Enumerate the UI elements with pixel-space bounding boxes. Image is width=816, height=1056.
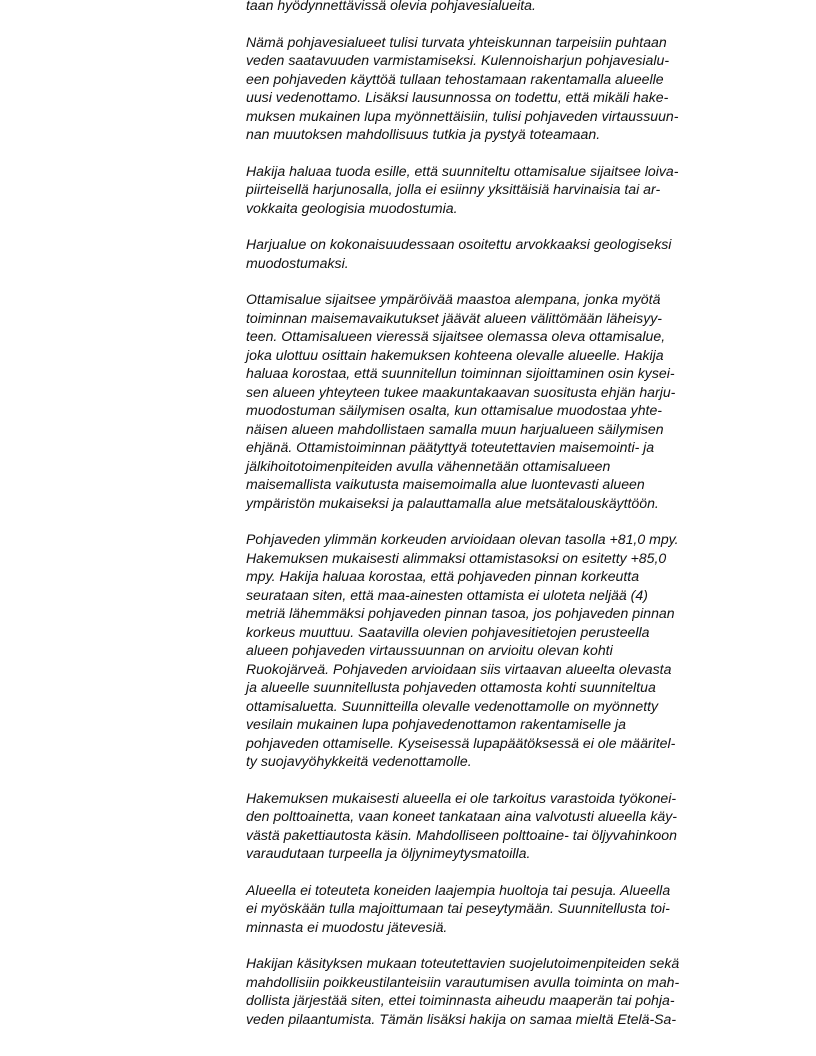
- text-line: Harjualue on kokonaisuudessaan osoitettu arvokkaaksi geologiseksi: [246, 236, 672, 252]
- text-line: korkeus muuttuu. Saatavilla olevien pohjavesitietojen perusteella: [246, 623, 650, 640]
- text-line: ei myöskään tulla majoittumaan tai peseytymään. Suunnitellusta toi-: [246, 900, 670, 916]
- text-line: Ottamisalue sijaitsee ympäröivää maastoa alempana, jonka myötä: [246, 291, 661, 307]
- text-line: Pohjaveden ylimmän korkeuden arvioidaan olevan tasolla +81,0 mpy.: [246, 531, 679, 547]
- text-line: veden saatavuuden varmistamiseksi. Kulennoisharjun pohjavesialu-: [246, 52, 670, 68]
- text-line: metriä lähemmäksi pohjaveden pinnan tasoa, jos pohjaveden pinnan: [246, 605, 675, 621]
- text-line: Ruokojärveä. Pohjaveden arvioidaan siis virtaavan alueelta olevasta: [246, 660, 672, 677]
- paragraph: [246, 789, 746, 863]
- text-line: een pohjaveden käyttöä tullaan tehostamaan rakentamalla alueelle: [246, 70, 664, 87]
- text-line: teen. Ottamisalueen vieressä sijaitsee olemassa oleva ottamisalue,: [246, 328, 666, 344]
- body-text: [246, 0, 746, 1046]
- text-line: uusi vedenottamo. Lisäksi lausunnossa on todettu, että mikäli hake-: [246, 89, 669, 105]
- text-line: taan hyödynnettävissä olevia pohjavesialueita.: [246, 0, 536, 13]
- paragraph: [246, 0, 746, 15]
- paragraph: [246, 33, 746, 144]
- text-line: Alueella ei toteuteta koneiden laajempia huoltoja tai pesuja. Alueella: [246, 881, 671, 898]
- text-line: Nämä pohjavesialueet tulisi turvata yhteiskunnan tarpeisiin puhtaan: [246, 33, 667, 50]
- paragraph: [246, 530, 746, 771]
- text-line: den polttoainetta, vaan koneet tankataan aina valvotusti alueella käy-: [246, 808, 677, 824]
- text-line: maisemallista vaikutusta maisemoimalla alue luontevasti alueen: [246, 476, 645, 492]
- text-line: veden pilaantumista. Tämän lisäksi hakija on samaa mieltä Etelä-Sa-: [246, 1010, 677, 1027]
- text-line: muodostumaksi.: [246, 254, 349, 271]
- text-line: ottamisaluetta. Suunnitteilla olevalle vedenottamolle on myönnetty: [246, 697, 659, 714]
- text-line: alueen pohjaveden virtaussuunnan on arvioitu olevan kohti: [246, 642, 613, 658]
- text-line: Hakijan käsityksen mukaan toteutettavien suojelutoimenpiteiden sekä: [246, 955, 680, 971]
- text-line: Hakemuksen mukaisesti alueella ei ole tarkoitus varastoida työkonei-: [246, 789, 677, 806]
- text-line: ja alueelle suunnitellusta pohjaveden ottamosta kohti suunniteltua: [246, 679, 656, 695]
- text-line: muksen mukainen lupa myönnettäisiin, tulisi pohjaveden virtaussuun-: [246, 107, 679, 124]
- text-line: mahdollisiin poikkeustilanteisiin varautumisen avulla toiminta on mah-: [246, 973, 680, 990]
- text-line: Hakija haluaa tuoda esille, että suunniteltu ottamisalue sijaitsee loiva-: [246, 162, 679, 179]
- text-line: näisen alueen mahdollistaen samalla muun harjualueen säilymisen: [246, 420, 664, 437]
- text-line: jälkihoitotoimenpiteiden avulla vähennetään ottamisalueen: [246, 457, 611, 474]
- paragraph: [246, 954, 746, 1028]
- text-line: sen alueen yhteyteen tukee maakuntakaavan suositusta ehjän harju-: [246, 383, 676, 400]
- paragraph: [246, 235, 746, 272]
- paragraph: [246, 881, 746, 937]
- text-line: ehjänä. Ottamistoiminnan päätyttyä toteutettavien maisemointi- ja: [246, 439, 655, 455]
- text-line: ympäristön mukaiseksi ja palauttamalla alue metsätalouskäyttöön.: [246, 494, 659, 511]
- paragraph: [246, 162, 746, 218]
- text-line: muodostuman säilymisen osalta, kun ottamisalue muodostaa yhte-: [246, 402, 662, 418]
- text-line: seurataan siten, että maa-ainesten ottamista ei uloteta neljää (4): [246, 586, 648, 603]
- paragraph: [246, 290, 746, 512]
- text-line: vesilain mukainen lupa pohjavedenottamon rakentamiselle ja: [246, 716, 626, 732]
- text-line: haluaa korostaa, että suunnitellun toiminnan sijoittaminen osin kysei-: [246, 365, 675, 381]
- text-line: joka ulottuu osittain hakemuksen kohteena olevalle alueelle. Hakija: [246, 346, 664, 363]
- text-line: Hakemuksen mukaisesti alimmaksi ottamistasoksi on esitetty +85,0: [246, 549, 667, 566]
- text-line: västä pakettiautosta käsin. Mahdolliseen polttoaine- tai öljyvahinkoon: [246, 826, 677, 843]
- text-line: ty suojavyöhykkeitä vedenottamolle.: [246, 753, 472, 769]
- text-line: toiminnan maisemavaikutukset jäävät alueen välittömään läheisyy-: [246, 309, 662, 326]
- text-line: nan muutoksen mahdollisuus tutkia ja pystyä toteamaan.: [246, 126, 601, 142]
- text-line: mpy. Hakija haluaa korostaa, että pohjaveden pinnan korkeutta: [246, 568, 640, 584]
- text-line: dollista järjestää siten, ettei toiminnasta aiheudu maaperän tai pohja-: [246, 992, 675, 1008]
- text-line: pohjaveden ottamiselle. Kyseisessä lupapäätöksessä ei ole määritel-: [246, 734, 676, 751]
- text-line: piirteisellä harjunosalla, jolla ei esiinny yksittäisiä harvinaisia tai ar-: [246, 181, 661, 197]
- text-line: minnasta ei muodostu jätevesiä.: [246, 918, 448, 935]
- text-line: varaudutaan turpeella ja öljynimeytysmatoilla.: [246, 845, 531, 861]
- text-line: vokkaita geologisia muodostumia.: [246, 199, 458, 216]
